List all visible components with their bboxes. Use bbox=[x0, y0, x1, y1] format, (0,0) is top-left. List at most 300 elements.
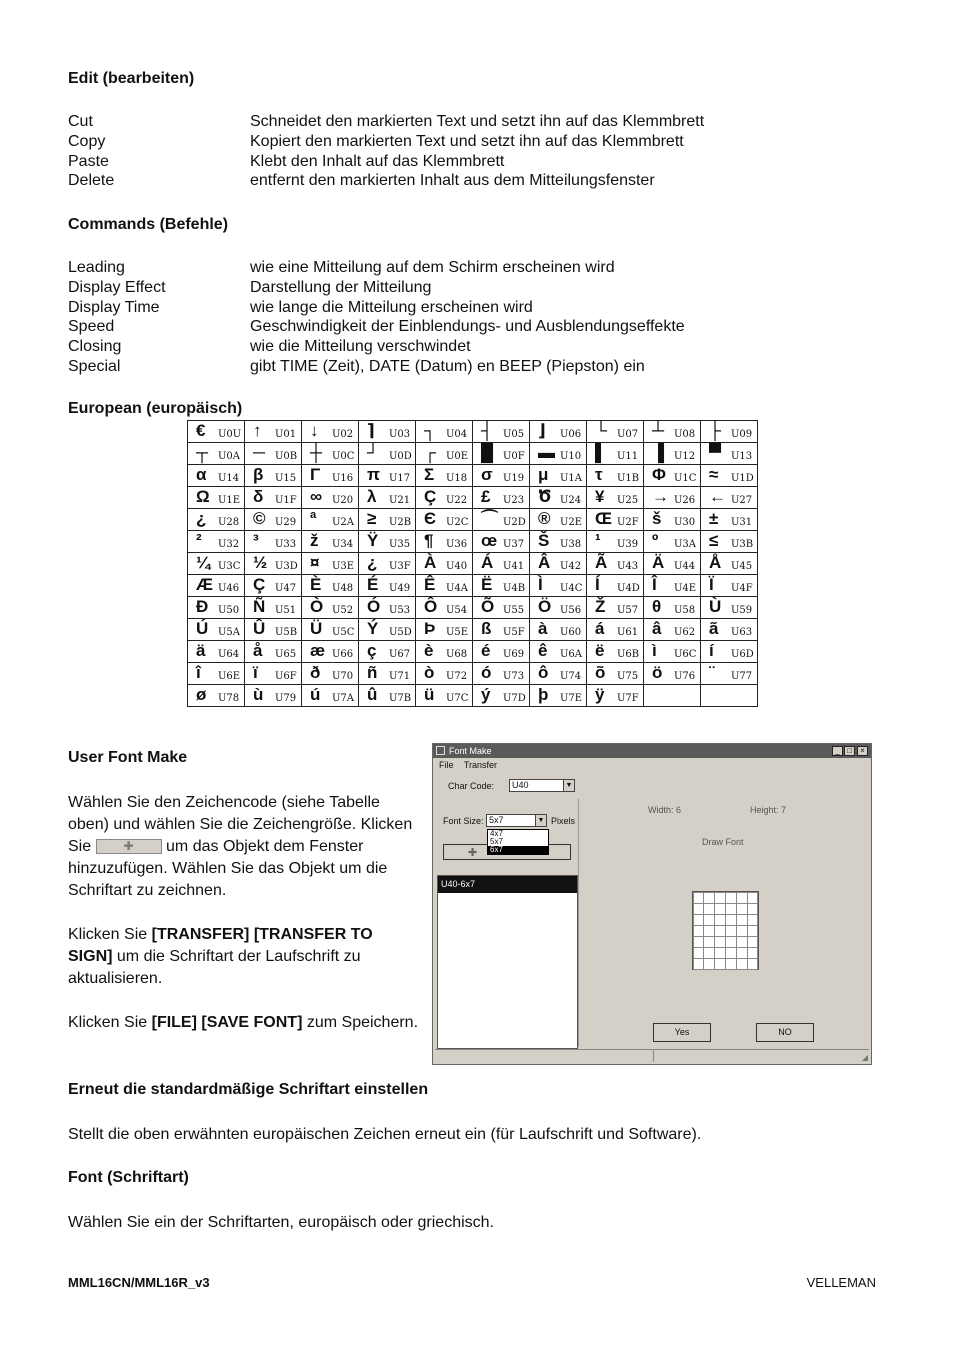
char-code-value: U40 bbox=[512, 780, 529, 790]
edit-term: Cut bbox=[68, 113, 93, 130]
char-glyph: ³ bbox=[253, 531, 259, 550]
commands-heading: Commands (Befehle) bbox=[68, 216, 229, 233]
font-size-label: Font Size: bbox=[443, 816, 484, 826]
char-code: U44 bbox=[674, 561, 696, 572]
char-code: U74 bbox=[560, 671, 582, 682]
char-glyph: → bbox=[652, 487, 669, 506]
char-glyph: ï bbox=[253, 663, 258, 682]
user-font-paragraph-1 bbox=[68, 792, 413, 902]
maximize-icon[interactable]: □ bbox=[844, 746, 855, 756]
command-term: Leading bbox=[68, 259, 125, 276]
add-button-illustration: ✚ bbox=[96, 839, 162, 854]
char-code: U7B bbox=[389, 693, 412, 704]
char-glyph: £ bbox=[481, 487, 491, 506]
char-glyph: ß bbox=[481, 619, 492, 638]
char-cell bbox=[530, 663, 587, 685]
char-cell bbox=[587, 443, 644, 465]
char-glyph: à bbox=[538, 619, 548, 638]
char-code: U13 bbox=[731, 451, 753, 462]
char-glyph: Đ bbox=[196, 597, 209, 616]
p2-text-before: Klicken Sie bbox=[68, 926, 148, 943]
char-glyph: Φ bbox=[652, 465, 666, 484]
char-code: U3E bbox=[332, 561, 355, 572]
footer-brand: VELLEMAN bbox=[806, 1275, 876, 1290]
char-code: U6B bbox=[617, 649, 640, 660]
char-cell bbox=[701, 443, 758, 465]
char-glyph: ú bbox=[310, 685, 321, 704]
char-glyph: ▬ bbox=[538, 443, 555, 462]
char-code: U37 bbox=[503, 539, 525, 550]
font-size-select[interactable] bbox=[486, 814, 547, 827]
char-cell bbox=[644, 509, 701, 531]
char-code: U31 bbox=[731, 517, 753, 528]
yes-button[interactable]: Yes bbox=[653, 1023, 711, 1042]
char-code: U60 bbox=[560, 627, 582, 638]
char-code: U1C bbox=[674, 473, 697, 484]
char-cell bbox=[188, 685, 245, 707]
char-cell bbox=[302, 465, 359, 487]
font-size-dropdown bbox=[487, 829, 549, 855]
char-code: U48 bbox=[332, 583, 354, 594]
char-glyph: á bbox=[595, 619, 605, 638]
char-code: U7A bbox=[332, 693, 355, 704]
char-cell bbox=[302, 531, 359, 553]
command-term: Closing bbox=[68, 338, 122, 356]
char-cell bbox=[701, 509, 758, 531]
char-glyph: í bbox=[709, 641, 714, 660]
char-glyph: Ï bbox=[709, 575, 714, 594]
char-cell bbox=[473, 663, 530, 685]
char-glyph: þ bbox=[538, 685, 549, 704]
char-code: U7D bbox=[503, 693, 526, 704]
char-glyph: æ bbox=[310, 641, 326, 660]
table-row bbox=[188, 553, 758, 575]
char-code: U6C bbox=[674, 649, 697, 660]
edit-term: Copy bbox=[68, 132, 106, 150]
char-glyph: ┘ bbox=[367, 443, 380, 462]
table-row bbox=[188, 575, 758, 597]
char-glyph: π bbox=[367, 465, 381, 484]
char-glyph: Ü bbox=[310, 619, 323, 638]
char-cell bbox=[644, 663, 701, 685]
char-glyph: Γ bbox=[310, 465, 321, 484]
char-code: U45 bbox=[731, 561, 753, 572]
char-code: U29 bbox=[275, 517, 297, 528]
char-code: U4B bbox=[503, 583, 526, 594]
char-code: U09 bbox=[731, 429, 753, 440]
char-glyph: õ bbox=[595, 663, 606, 682]
char-cell bbox=[587, 575, 644, 597]
char-code: U3F bbox=[389, 561, 411, 572]
char-cell bbox=[302, 421, 359, 443]
char-code: U28 bbox=[218, 517, 240, 528]
char-glyph: ® bbox=[538, 509, 551, 528]
char-glyph: ž bbox=[310, 531, 319, 550]
char-cell bbox=[473, 487, 530, 509]
table-row bbox=[188, 465, 758, 487]
command-description: wie lange die Mitteilung erscheinen wird bbox=[250, 298, 533, 316]
char-glyph: ø bbox=[196, 685, 207, 704]
char-code: U4C bbox=[560, 583, 583, 594]
char-glyph: Ú bbox=[196, 619, 209, 638]
char-cell bbox=[416, 531, 473, 553]
no-button[interactable]: NO bbox=[756, 1023, 814, 1042]
char-cell bbox=[701, 487, 758, 509]
char-cell bbox=[473, 531, 530, 553]
char-cell bbox=[473, 619, 530, 641]
char-cell bbox=[359, 663, 416, 685]
char-cell bbox=[245, 597, 302, 619]
char-cell bbox=[644, 465, 701, 487]
user-font-heading: User Font Make bbox=[68, 749, 188, 766]
table-row bbox=[188, 487, 758, 509]
char-cell bbox=[701, 663, 758, 685]
char-cell bbox=[359, 685, 416, 707]
char-code: U19 bbox=[503, 473, 525, 484]
char-glyph: Ë bbox=[481, 575, 493, 594]
char-glyph: Ì bbox=[538, 575, 543, 594]
char-code: U16 bbox=[332, 473, 354, 484]
edit-description: Schneidet den markierten Text und setzt ihn auf das Klemmbrett bbox=[250, 113, 705, 130]
char-cell bbox=[359, 575, 416, 597]
char-code: U68 bbox=[446, 649, 468, 660]
char-cell bbox=[359, 553, 416, 575]
status-bar bbox=[435, 1049, 869, 1062]
char-cell bbox=[530, 685, 587, 707]
minimize-icon[interactable]: _ bbox=[832, 746, 843, 756]
resize-grip-icon[interactable]: ◢ bbox=[861, 1053, 868, 1062]
char-glyph: ┌ bbox=[424, 443, 437, 462]
char-code: U7F bbox=[617, 693, 639, 704]
char-code: U4A bbox=[446, 583, 469, 594]
size-option-selected[interactable]: 6x7 bbox=[488, 846, 548, 854]
char-code: U15 bbox=[275, 473, 297, 484]
char-code: U1B bbox=[617, 473, 640, 484]
char-code: U34 bbox=[332, 539, 354, 550]
char-cell bbox=[188, 531, 245, 553]
char-glyph: Ã bbox=[595, 553, 608, 572]
command-term: Display Effect bbox=[68, 278, 166, 296]
table-row bbox=[188, 685, 758, 707]
p3-bold-command: [FILE] [SAVE FONT] bbox=[151, 1014, 303, 1031]
char-cell bbox=[701, 641, 758, 663]
char-cell bbox=[416, 487, 473, 509]
reset-heading: Erneut die standardmäßige Schriftart einstellen bbox=[68, 1081, 429, 1098]
char-cell bbox=[245, 575, 302, 597]
char-cell bbox=[188, 597, 245, 619]
char-code: U2A bbox=[332, 517, 355, 528]
char-cell bbox=[245, 641, 302, 663]
char-code: U39 bbox=[617, 539, 639, 550]
char-code: U0E bbox=[446, 451, 469, 462]
char-glyph: € bbox=[196, 421, 206, 440]
char-cell bbox=[644, 685, 701, 707]
char-code: U53 bbox=[389, 605, 411, 616]
char-glyph: î bbox=[196, 663, 201, 682]
char-code: U36 bbox=[446, 539, 468, 550]
char-code: U2D bbox=[503, 517, 526, 528]
char-cell bbox=[359, 619, 416, 641]
char-cell bbox=[245, 487, 302, 509]
char-code: U6E bbox=[218, 671, 241, 682]
char-cell bbox=[188, 465, 245, 487]
char-glyph: É bbox=[367, 575, 379, 594]
char-code: U4F bbox=[731, 583, 753, 594]
char-glyph: Š bbox=[538, 531, 550, 550]
char-cell bbox=[473, 685, 530, 707]
char-cell bbox=[587, 465, 644, 487]
char-code: U3D bbox=[275, 561, 298, 572]
p1-text-after: um das Objekt dem Fenster hinzuzufügen. Wählen Sie das Objekt um die Schriftart zu zeichnen. bbox=[68, 838, 388, 899]
char-glyph: ┬ bbox=[196, 443, 209, 462]
char-cell bbox=[302, 553, 359, 575]
char-glyph: Û bbox=[253, 619, 266, 638]
char-glyph: Ÿ bbox=[367, 531, 379, 550]
menu-file[interactable]: File bbox=[439, 760, 454, 770]
char-cell bbox=[473, 509, 530, 531]
char-glyph: ã bbox=[709, 619, 719, 638]
char-code: U2E bbox=[560, 517, 583, 528]
char-glyph: Å bbox=[709, 553, 722, 572]
char-cell bbox=[701, 553, 758, 575]
char-code: U2F bbox=[617, 517, 639, 528]
char-glyph: ä bbox=[196, 641, 206, 660]
char-cell bbox=[359, 509, 416, 531]
char-cell bbox=[473, 443, 530, 465]
char-glyph: Ç bbox=[424, 487, 437, 506]
table-row bbox=[188, 421, 758, 443]
p2-text-after: um die Schriftart der Laufschrift zu aktualisieren. bbox=[68, 948, 361, 987]
char-code: U20 bbox=[332, 495, 354, 506]
char-code: U5D bbox=[389, 627, 412, 638]
char-cell bbox=[359, 641, 416, 663]
char-cell bbox=[473, 421, 530, 443]
char-glyph: └ bbox=[595, 421, 608, 440]
char-glyph: δ bbox=[253, 487, 264, 506]
edit-heading: Edit (bearbeiten) bbox=[68, 70, 195, 87]
char-cell bbox=[245, 663, 302, 685]
char-code: U54 bbox=[446, 605, 468, 616]
char-glyph: Á bbox=[481, 553, 494, 572]
char-glyph: ñ bbox=[367, 663, 378, 682]
font-size-value: 5x7 bbox=[489, 815, 504, 825]
char-glyph: ┴ bbox=[652, 421, 665, 440]
table-row bbox=[188, 619, 758, 641]
char-code: U49 bbox=[389, 583, 411, 594]
char-code: U1F bbox=[275, 495, 297, 506]
char-code-label: Char Code: bbox=[448, 781, 495, 791]
p2-bold-command: [TRANSFER] [TRANSFER TO SIGN] bbox=[68, 926, 373, 965]
char-code: U70 bbox=[332, 671, 354, 682]
char-cell bbox=[359, 465, 416, 487]
char-glyph: Ý bbox=[367, 619, 379, 638]
char-code: U61 bbox=[617, 627, 639, 638]
char-glyph: █ bbox=[481, 443, 494, 462]
command-description: wie eine Mitteilung auf dem Schirm erscheinen wird bbox=[250, 259, 615, 276]
char-code: U4D bbox=[617, 583, 640, 594]
char-glyph: ≈ bbox=[709, 465, 719, 484]
char-glyph: Ž bbox=[595, 597, 606, 616]
char-cell bbox=[416, 443, 473, 465]
char-cell bbox=[587, 509, 644, 531]
char-cell bbox=[416, 509, 473, 531]
pixel-grid[interactable] bbox=[692, 891, 759, 970]
char-glyph: Æ bbox=[196, 575, 213, 594]
char-code: U08 bbox=[674, 429, 696, 440]
european-character-table bbox=[187, 420, 758, 707]
char-cell bbox=[188, 663, 245, 685]
char-glyph: ↓ bbox=[310, 421, 319, 440]
char-cell bbox=[188, 619, 245, 641]
char-code: U76 bbox=[674, 671, 696, 682]
table-row bbox=[188, 443, 758, 465]
char-code: U24 bbox=[560, 495, 582, 506]
char-glyph: α bbox=[196, 465, 207, 484]
footer-model: MML16CN/MML16R_v3 bbox=[68, 1275, 210, 1290]
char-code-select[interactable] bbox=[509, 779, 575, 792]
char-glyph: Ö bbox=[538, 597, 552, 616]
edit-description: entfernt den markierten Inhalt aus dem Mitteilungsfenster bbox=[250, 172, 655, 190]
char-cell bbox=[587, 619, 644, 641]
char-glyph: ⌉ bbox=[367, 421, 375, 440]
char-glyph: ▌ bbox=[595, 443, 608, 462]
char-code: U52 bbox=[332, 605, 354, 616]
char-code: U5E bbox=[446, 627, 469, 638]
char-code: U04 bbox=[446, 429, 468, 440]
chevron-down-icon: ▼ bbox=[535, 815, 546, 826]
char-code: U63 bbox=[731, 627, 753, 638]
char-glyph: À bbox=[424, 553, 437, 572]
p1-text-before: Wählen Sie den Zeichencode (siehe Tabelle oben) und wählen Sie die Zeichengröße. Klicken Sie bbox=[68, 794, 413, 855]
char-code: U73 bbox=[503, 671, 525, 682]
char-cell bbox=[530, 619, 587, 641]
char-glyph: å bbox=[253, 641, 263, 660]
char-cell bbox=[359, 487, 416, 509]
char-cell bbox=[473, 597, 530, 619]
char-code: U0U bbox=[218, 429, 242, 440]
char-cell bbox=[359, 531, 416, 553]
command-description: wie die Mitteilung verschwindet bbox=[250, 338, 471, 356]
char-code: U59 bbox=[731, 605, 753, 616]
char-glyph: ≤ bbox=[709, 531, 719, 550]
char-glyph: ← bbox=[709, 487, 726, 506]
char-code: U12 bbox=[674, 451, 696, 462]
char-cell bbox=[587, 597, 644, 619]
char-cell bbox=[644, 421, 701, 443]
char-code: U7E bbox=[560, 693, 583, 704]
char-glyph: ½ bbox=[253, 553, 268, 572]
char-glyph: ð bbox=[310, 663, 321, 682]
char-code: U42 bbox=[560, 561, 582, 572]
list-item[interactable]: U40-6x7 bbox=[438, 876, 577, 893]
font-make-window bbox=[432, 743, 872, 1065]
size-option[interactable]: 4x7 bbox=[490, 829, 503, 838]
char-cell bbox=[587, 553, 644, 575]
char-code: U4E bbox=[674, 583, 697, 594]
char-code: U02 bbox=[332, 429, 354, 440]
char-glyph: û bbox=[367, 685, 378, 704]
char-code: U11 bbox=[617, 451, 639, 462]
char-glyph: λ bbox=[367, 487, 377, 506]
edit-term: Paste bbox=[68, 152, 109, 170]
char-cell bbox=[302, 487, 359, 509]
char-cell bbox=[530, 553, 587, 575]
font-make-titlebar bbox=[433, 744, 871, 758]
char-code: U3A bbox=[674, 539, 697, 550]
char-code: U21 bbox=[389, 495, 411, 506]
chevron-down-icon: ▼ bbox=[563, 780, 574, 791]
char-code: U2C bbox=[446, 517, 469, 528]
reset-text: Stellt die oben erwähnten europäischen Zeichen erneut ein (für Laufschrift und Software). bbox=[68, 1126, 702, 1143]
char-code: U6D bbox=[731, 649, 754, 660]
char-code: U26 bbox=[674, 495, 696, 506]
font-object-list[interactable] bbox=[437, 875, 578, 1049]
char-code: U77 bbox=[731, 671, 753, 682]
char-glyph: ý bbox=[481, 685, 491, 704]
char-cell bbox=[188, 421, 245, 443]
char-glyph: œ bbox=[481, 531, 498, 550]
char-cell bbox=[701, 597, 758, 619]
char-cell bbox=[530, 575, 587, 597]
char-cell bbox=[701, 421, 758, 443]
char-glyph: ü bbox=[424, 685, 435, 704]
char-cell bbox=[530, 597, 587, 619]
char-code: U0A bbox=[218, 451, 241, 462]
char-code: U1A bbox=[560, 473, 583, 484]
size-option[interactable]: 5x7 bbox=[490, 837, 503, 846]
command-description: Geschwindigkeit der Einblendungs- und Ausblendungseffekte bbox=[250, 318, 685, 336]
char-cell bbox=[245, 685, 302, 707]
char-cell bbox=[701, 619, 758, 641]
char-glyph: Σ bbox=[424, 465, 435, 484]
char-code: U05 bbox=[503, 429, 525, 440]
char-glyph: Œ bbox=[595, 509, 612, 528]
command-description: Darstellung der Mitteilung bbox=[250, 278, 432, 296]
char-glyph: θ bbox=[652, 597, 662, 616]
status-separator bbox=[653, 1050, 654, 1062]
plus-icon: ✚ bbox=[468, 847, 478, 859]
char-cell bbox=[473, 641, 530, 663]
char-cell bbox=[245, 509, 302, 531]
command-term: Speed bbox=[68, 318, 115, 336]
char-glyph: ▐ bbox=[652, 443, 665, 462]
char-glyph: μ bbox=[538, 465, 549, 484]
char-glyph: ⌒ bbox=[481, 509, 498, 528]
char-glyph: ö bbox=[652, 663, 663, 682]
char-glyph: Ô bbox=[424, 597, 438, 616]
char-glyph: ë bbox=[595, 641, 605, 660]
close-icon[interactable]: × bbox=[857, 746, 868, 756]
char-cell bbox=[245, 465, 302, 487]
char-cell bbox=[587, 421, 644, 443]
pixel-cell[interactable] bbox=[747, 958, 759, 970]
menu-transfer[interactable]: Transfer bbox=[463, 760, 498, 770]
char-code: U6F bbox=[275, 671, 297, 682]
char-glyph: Ù bbox=[709, 597, 722, 616]
char-glyph: ª bbox=[310, 509, 317, 528]
char-code: U30 bbox=[674, 517, 696, 528]
char-cell bbox=[188, 641, 245, 663]
font-heading: Font (Schriftart) bbox=[68, 1169, 189, 1186]
char-code: U0B bbox=[275, 451, 298, 462]
table-row bbox=[188, 509, 758, 531]
char-code: U33 bbox=[275, 539, 297, 550]
char-glyph: Î bbox=[652, 575, 657, 594]
char-glyph: é bbox=[481, 641, 491, 660]
char-code: U46 bbox=[218, 583, 240, 594]
char-code: U43 bbox=[617, 561, 639, 572]
char-cell bbox=[644, 597, 701, 619]
